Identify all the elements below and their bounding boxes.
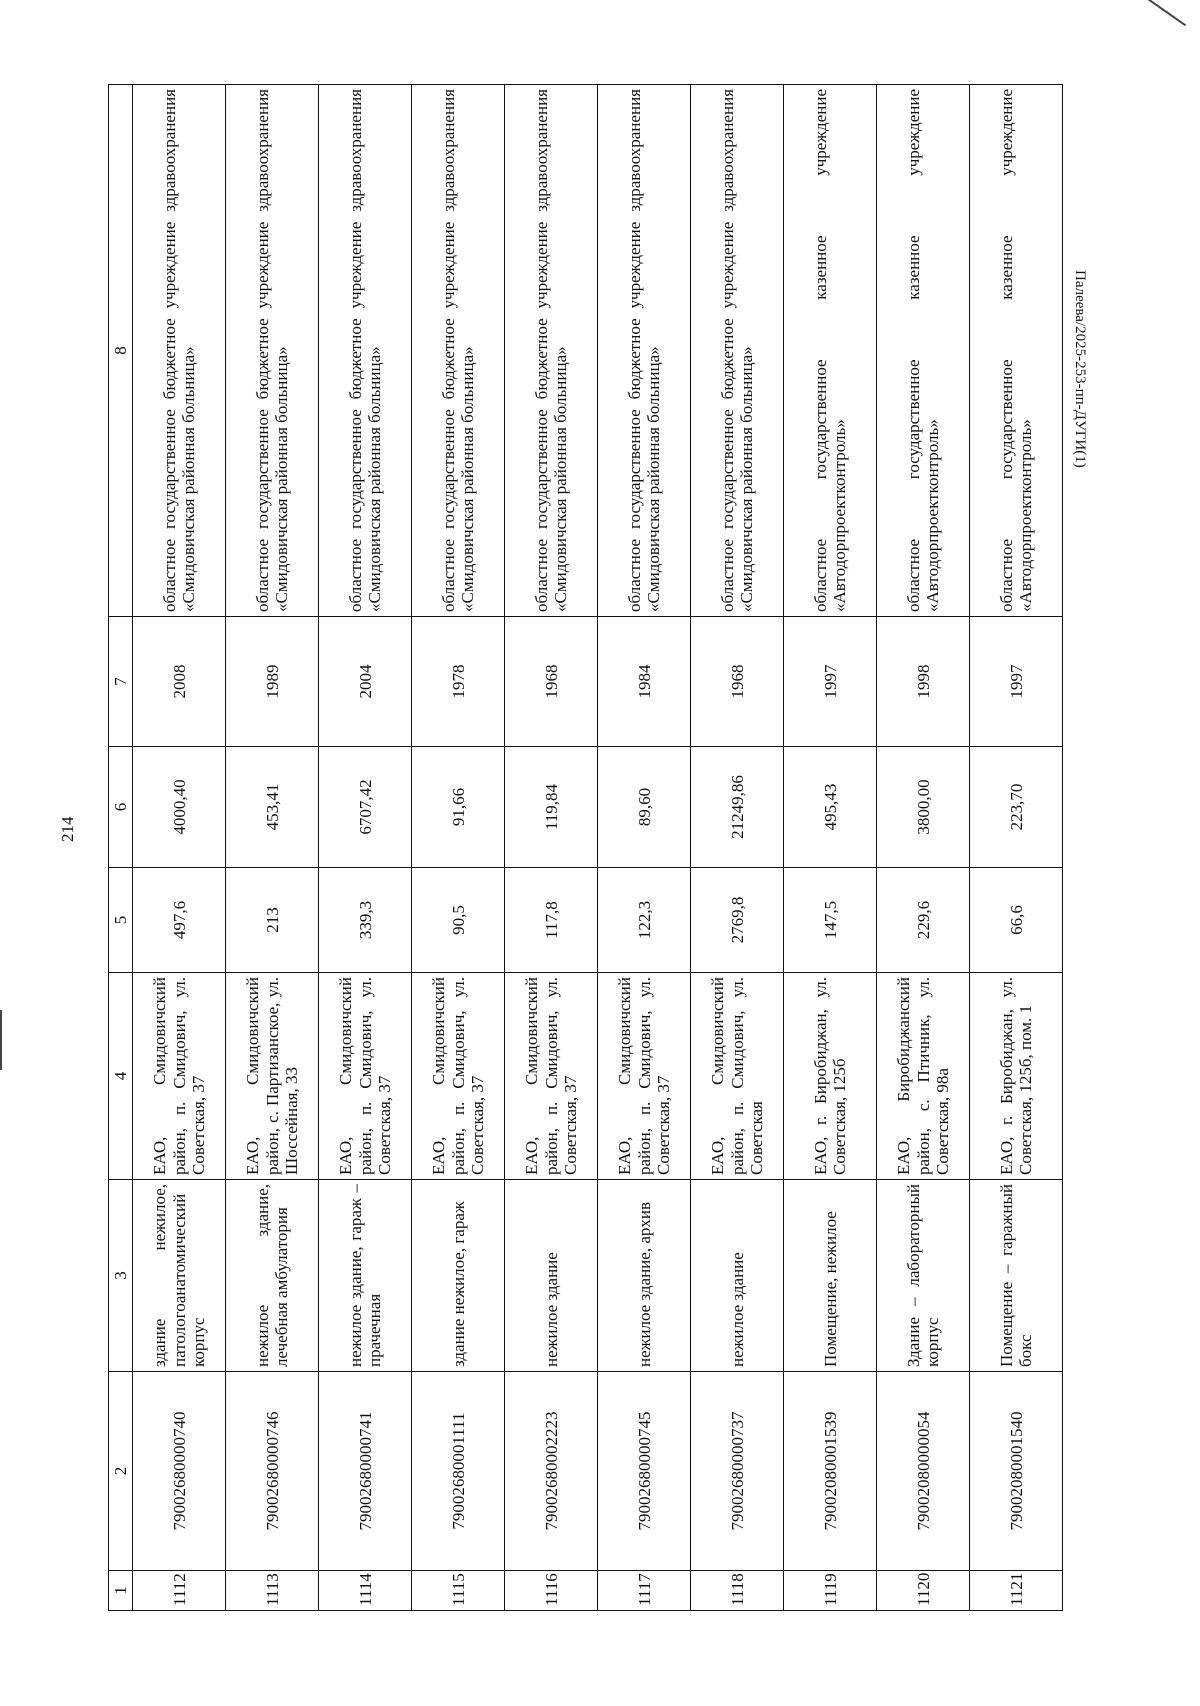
object-year: 2008: [133, 617, 226, 747]
right-holder: областное государственное бюджетное учреждение здравоохранения «Смидовичская районная больница»: [691, 85, 784, 617]
right-holder: областное государственное казенное учреждение «Автодорпроектконтроль»: [877, 85, 970, 617]
column-number: 6: [109, 747, 133, 868]
cadastral-number: 79002680001111: [412, 1372, 505, 1571]
object-year: 1998: [877, 617, 970, 747]
row-number: 1119: [784, 1571, 877, 1611]
object-address: ЕАО, Смидовичский район, п. Смидович, ул. Советская, 37: [319, 973, 412, 1180]
object-year: 1997: [970, 617, 1063, 747]
scan-mark-top-right: [1144, 0, 1186, 26]
cadastral-number: 79002680000740: [133, 1372, 226, 1571]
table-row: [319, 85, 412, 1611]
object-year: 1968: [691, 617, 784, 747]
object-cost: 21249,86: [691, 747, 784, 868]
object-area: 339,3: [319, 868, 412, 973]
object-area: 2769,8: [691, 868, 784, 973]
object-area: 90,5: [412, 868, 505, 973]
page-number: 214: [58, 816, 77, 842]
table-row: [784, 85, 877, 1611]
object-name: нежилое здание, архив: [598, 1180, 691, 1372]
object-address: ЕАО, Смидовичский район, п. Смидович, ул. Советская: [691, 973, 784, 1180]
right-holder: областное государственное бюджетное учреждение здравоохранения «Смидовичская районная больница»: [319, 85, 412, 617]
object-cost: 6707,42: [319, 747, 412, 868]
object-name: Помещение – гаражный бокс: [970, 1180, 1063, 1372]
object-area: 147,5: [784, 868, 877, 973]
object-year: 1989: [226, 617, 319, 747]
object-name: Здание – лабораторный корпус: [877, 1180, 970, 1372]
table-row: [598, 85, 691, 1611]
object-address: ЕАО, Смидовичский район, п. Смидович, ул. Советская, 37: [412, 973, 505, 1180]
object-cost: 119,84: [505, 747, 598, 868]
row-number: 1116: [505, 1571, 598, 1611]
table-row: [970, 85, 1063, 1611]
object-year: 1978: [412, 617, 505, 747]
object-address: ЕАО, Смидовичский район, п. Смидович, ул. Советская, 37: [505, 973, 598, 1180]
object-cost: 91,66: [412, 747, 505, 868]
object-year: 1984: [598, 617, 691, 747]
table-row: [691, 85, 784, 1611]
object-area: 122,3: [598, 868, 691, 973]
object-cost: 223,70: [970, 747, 1063, 868]
object-area: 213: [226, 868, 319, 973]
cadastral-number: 79002680000745: [598, 1372, 691, 1571]
table-row: [505, 85, 598, 1611]
object-name: нежилое здание, лечебная амбулатория: [226, 1180, 319, 1372]
cadastral-number: 79002080001540: [970, 1372, 1063, 1571]
right-holder: областное государственное бюджетное учреждение здравоохранения «Смидовичская районная больница»: [226, 85, 319, 617]
right-holder: областное государственное казенное учреждение «Автодорпроектконтроль»: [784, 85, 877, 617]
cadastral-number: 79002680000746: [226, 1372, 319, 1571]
row-number: 1120: [877, 1571, 970, 1611]
object-cost: 495,43: [784, 747, 877, 868]
object-cost: 4000,40: [133, 747, 226, 868]
row-number: 1112: [133, 1571, 226, 1611]
object-cost: 3800,00: [877, 747, 970, 868]
object-area: 117,8: [505, 868, 598, 973]
object-area: 497,6: [133, 868, 226, 973]
object-name: Помещение, нежилое: [784, 1180, 877, 1372]
object-address: ЕАО, Смидовичский район, п. Смидович, ул. Советская, 37: [133, 973, 226, 1180]
cadastral-number: 79002080001539: [784, 1372, 877, 1571]
object-address: ЕАО, Смидовичский район, п. Смидович, ул. Советская, 37: [598, 973, 691, 1180]
object-year: 1997: [784, 617, 877, 747]
right-holder: областное государственное бюджетное учреждение здравоохранения «Смидовичская районная больница»: [133, 85, 226, 617]
column-number: 7: [109, 617, 133, 747]
rotated-table-container: [108, 85, 1108, 1611]
column-number: 2: [109, 1372, 133, 1571]
table-row: [133, 85, 226, 1611]
column-number: 3: [109, 1180, 133, 1372]
table-row: [412, 85, 505, 1611]
cadastral-number: 79002680000737: [691, 1372, 784, 1571]
column-number-row: [109, 85, 133, 1611]
object-year: 1968: [505, 617, 598, 747]
object-name: нежилое здание: [691, 1180, 784, 1372]
object-cost: 89,60: [598, 747, 691, 868]
table-row: [877, 85, 970, 1611]
object-name: здание нежилое, гараж: [412, 1180, 505, 1372]
table-row: [226, 85, 319, 1611]
column-number: 4: [109, 973, 133, 1180]
object-address: ЕАО, г. Биробиджан, ул. Советская, 125б: [784, 973, 877, 1180]
row-number: 1114: [319, 1571, 412, 1611]
object-address: ЕАО, Смидовичский район, с. Партизанское, ул. Шоссейная, 33: [226, 973, 319, 1180]
column-number: 5: [109, 868, 133, 973]
row-number: 1115: [412, 1571, 505, 1611]
object-name: нежилое здание, гараж – прачечная: [319, 1180, 412, 1372]
cadastral-number: 79002680000741: [319, 1372, 412, 1571]
row-number: 1113: [226, 1571, 319, 1611]
object-area: 229,6: [877, 868, 970, 973]
row-number: 1118: [691, 1571, 784, 1611]
scan-mark-left-edge: [0, 1010, 2, 1070]
object-area: 66,6: [970, 868, 1063, 973]
object-name: нежилое здание: [505, 1180, 598, 1372]
cadastral-number: 79002080000054: [877, 1372, 970, 1571]
cadastral-number: 79002680002223: [505, 1372, 598, 1571]
object-year: 2004: [319, 617, 412, 747]
property-registry-table: [108, 84, 1063, 1611]
object-name: здание нежилое, патологоанатомический корпус: [133, 1180, 226, 1372]
column-number: 8: [109, 85, 133, 617]
right-holder: областное государственное бюджетное учреждение здравоохранения «Смидовичская районная больница»: [412, 85, 505, 617]
document-footer-code: Палеева/2025-253-пп-ДУГИ(1): [1072, 270, 1088, 468]
object-address: ЕАО, Биробиджанский район, с. Птичник, ул. Советская, 98а: [877, 973, 970, 1180]
right-holder: областное государственное казенное учреждение «Автодорпроектконтроль»: [970, 85, 1063, 617]
row-number: 1121: [970, 1571, 1063, 1611]
object-address: ЕАО, г. Биробиджан, ул. Советская, 125б, пом. 1: [970, 973, 1063, 1180]
object-cost: 453,41: [226, 747, 319, 868]
right-holder: областное государственное бюджетное учреждение здравоохранения «Смидовичская районная больница»: [505, 85, 598, 617]
column-number: 1: [109, 1571, 133, 1611]
right-holder: областное государственное бюджетное учреждение здравоохранения «Смидовичская районная больница»: [598, 85, 691, 617]
row-number: 1117: [598, 1571, 691, 1611]
